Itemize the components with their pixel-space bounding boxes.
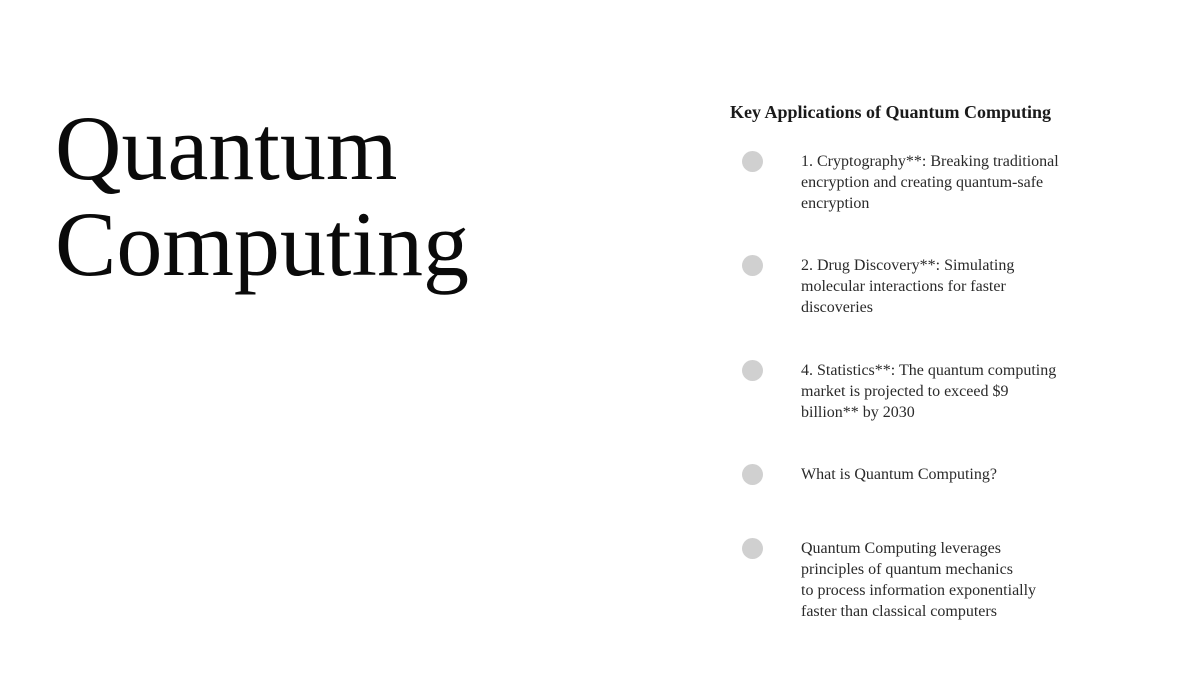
bullet-circle-icon <box>742 538 763 559</box>
title-line-1: Quantum <box>55 97 398 199</box>
list-item-text: 1. Cryptography**: Breaking traditional encryption and creating quantum-safe encryption <box>801 153 1059 212</box>
title-line-2: Computing <box>55 193 470 295</box>
list-item-text: 2. Drug Discovery**: Simulating molecular interactions for faster discoveries <box>801 257 1015 316</box>
bullet-circle-icon <box>742 151 763 172</box>
bullet-circle-icon <box>742 255 763 276</box>
list-item-text: Quantum Computing leverages principles of quantum mechanics to process information exponentially faster than classical computers <box>801 540 1037 620</box>
list-heading: Key Applications of Quantum Computing <box>730 102 1052 122</box>
list-item-text: What is Quantum Computing? <box>801 466 997 483</box>
bullet-circle-icon <box>742 360 763 381</box>
slide-title <box>55 97 615 295</box>
list-item-text: 4. Statistics**: The quantum computing market is projected to exceed $9 billion** by 2030 <box>801 362 1057 421</box>
bullet-circle-icon <box>742 464 763 485</box>
